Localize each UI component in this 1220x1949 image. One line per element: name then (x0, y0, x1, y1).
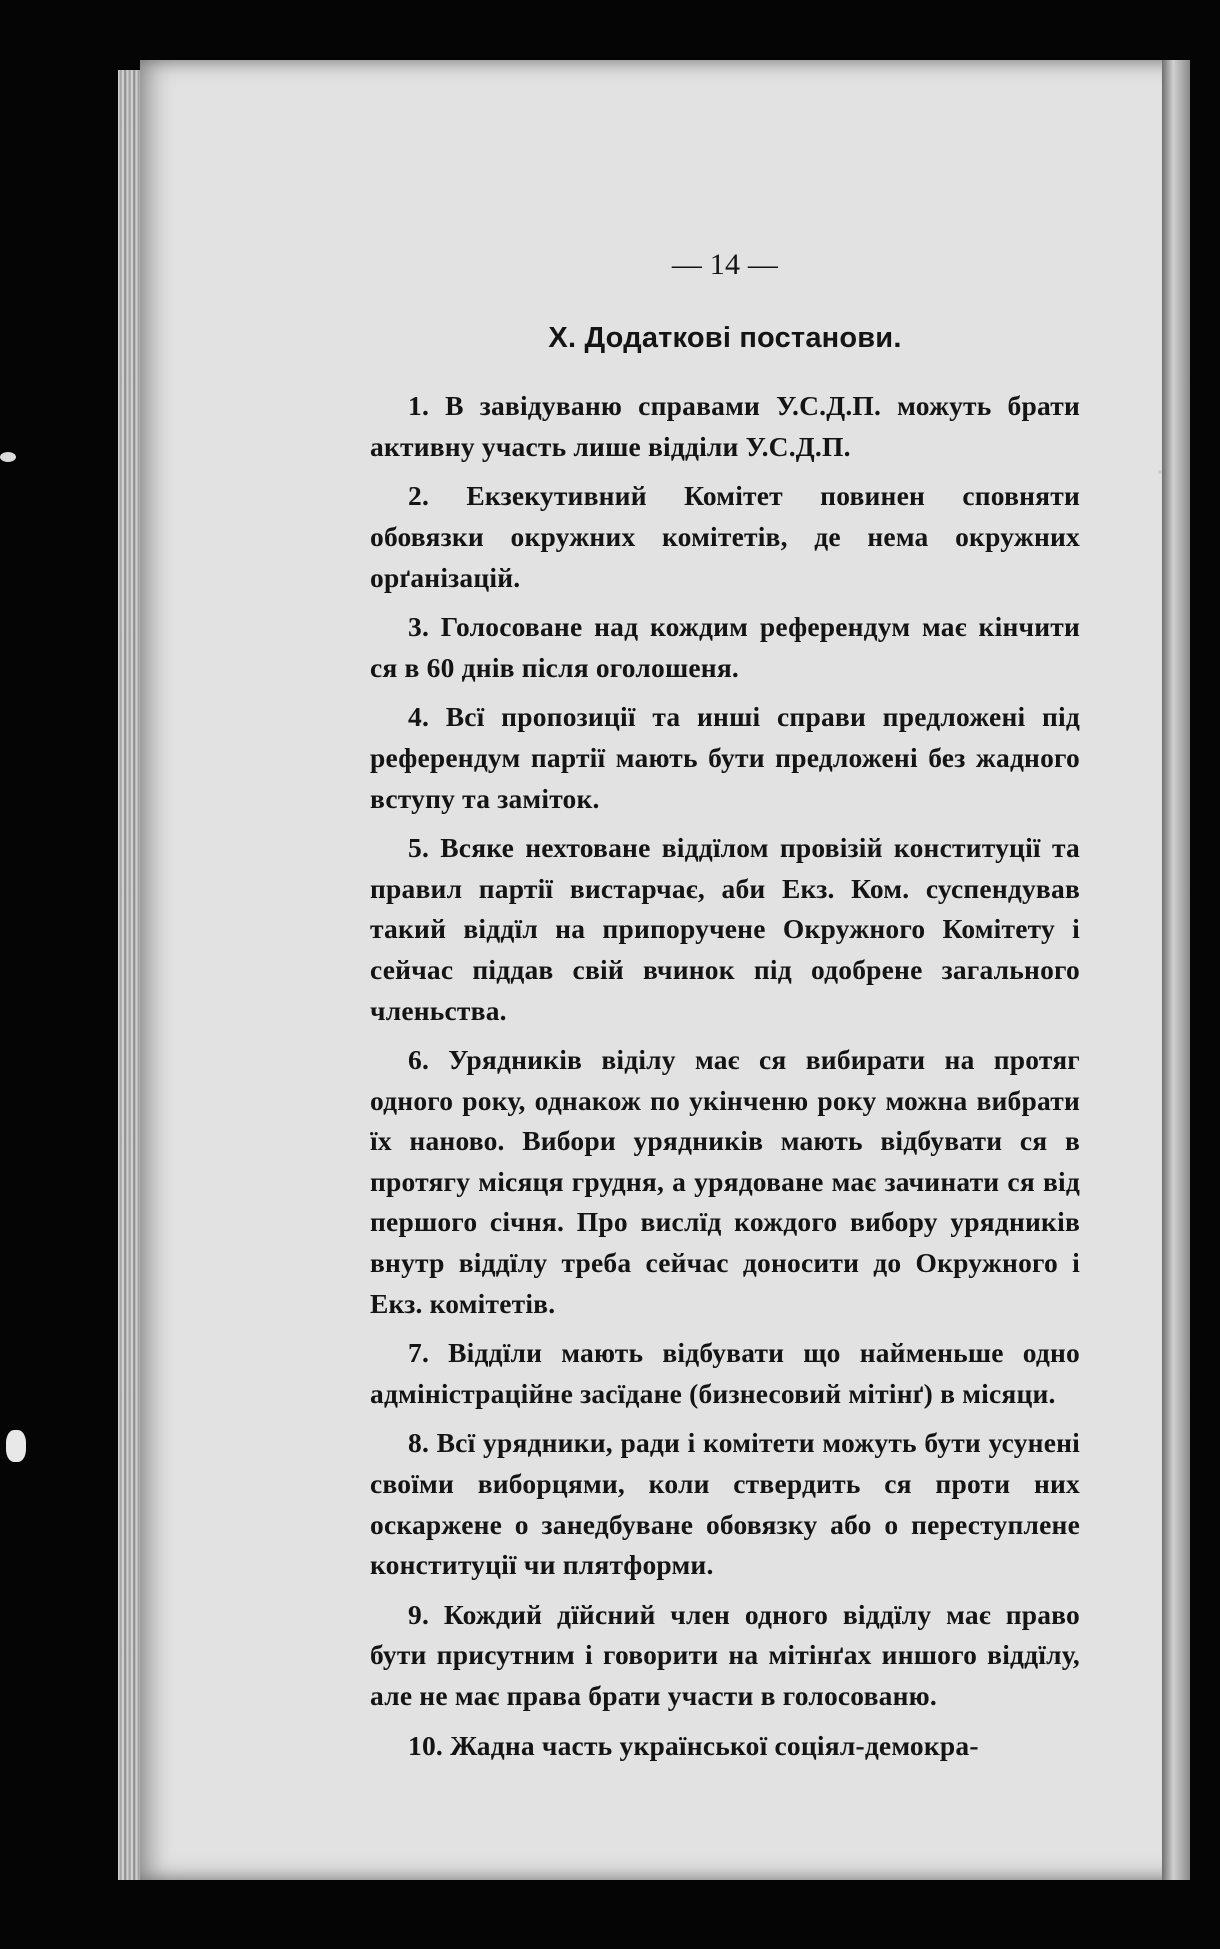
paragraph-number: 3. (408, 611, 430, 643)
page-number: — 14 — (671, 248, 779, 281)
paragraph-number: 1. (408, 390, 430, 422)
section-title: X. Додаткові постанови. (548, 321, 902, 354)
book-spine (1162, 60, 1190, 1880)
paragraph-number: 9. (408, 1598, 430, 1630)
paragraph-number: 2. (408, 480, 430, 512)
paragraph-number: 4. (408, 701, 430, 733)
paragraph-text: Кождий дїйсний член одного віддїлу має право бути присутним і говорити на мітінґах иншого віддїлу, але не має права брати участи в голосованю. (370, 1598, 1080, 1711)
page-text (370, 245, 1080, 1775)
paragraph-text: В завідуваню справами У.С.Д.П. можуть брати активну участь лише відділи У.С.Д.П. (370, 390, 1080, 462)
paragraph-text: Всї пропозиції та инші справи предложені під референдум партії мають бути предложені без жадного вступу та заміток. (370, 701, 1080, 814)
paragraph (370, 1040, 1080, 1324)
paragraph (370, 1595, 1080, 1717)
paragraph-text: Голосоване над кождим референдум має кінчити ся в 60 днів після оголошеня. (370, 611, 1080, 683)
paragraph (370, 828, 1080, 1031)
paragraph-number: 7. (408, 1337, 430, 1369)
paragraph-number: 10. (408, 1729, 443, 1761)
paragraph-number: 8. (408, 1427, 430, 1459)
paragraph (370, 1726, 1080, 1767)
paragraph (370, 607, 1080, 688)
paragraph (370, 386, 1080, 467)
paragraph-text: Всяке нехтоване віддїлом провізій конституції та правил партії вистарчає, аби Екз. Ком. суспендував такий віддїл на припоручене Окружного Комітету і сейчас піддав свій вчинок під одобрене загального членьства. (370, 832, 1080, 1026)
paragraph-text: Урядників віділу має ся вибирати на протяг одного року, однакож по укінченю року можна вибрати їх наново. Вибори урядників мають відбувати ся в протягу місяця грудня, а урядоване має зачинати ся від першого січня. Про вислїд кождого вибору урядників внутр віддїлу треба сейчас доносити до Окружного і Екз. комітетів. (370, 1044, 1080, 1319)
paragraph-text: Жадна часть української соціял-демокра- (450, 1729, 979, 1761)
paragraph-text: Віддїли мають відбувати що найменьше одно адміністраційне засїдане (бизнесовий мітінґ) в місяци. (370, 1337, 1080, 1409)
paragraph (370, 1333, 1080, 1414)
paragraph (370, 476, 1080, 598)
paragraph (370, 1423, 1080, 1585)
paragraph-text: Всї урядники, ради і комітети можуть бути усунені своїми виборцями, коли ствердить ся проти них оскаржене о занедбуване обовязку або о переступлене конституції чи плятформи. (370, 1427, 1080, 1581)
scan-speck (6, 1430, 26, 1462)
paragraph-number: 6. (408, 1044, 430, 1076)
scan-speck (1158, 470, 1162, 474)
paragraph (370, 697, 1080, 819)
scan-speck (0, 452, 16, 462)
paragraph-number: 5. (408, 832, 430, 864)
paragraph-text: Екзекутивний Комітет повинен сповняти обовязки окружних комітетів, де нема окружних орґанізацій. (370, 480, 1080, 593)
